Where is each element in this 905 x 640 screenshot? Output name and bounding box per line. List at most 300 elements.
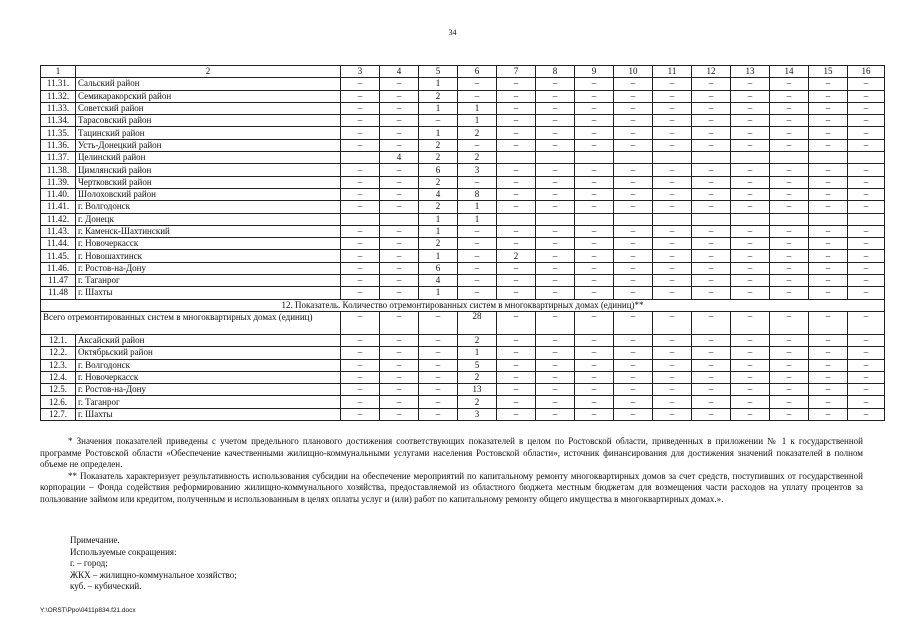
row-value: – xyxy=(653,201,692,213)
row-value: – xyxy=(692,250,731,262)
row-value: – xyxy=(341,275,380,287)
row-value: – xyxy=(809,287,848,299)
row-name: г. Шахты xyxy=(76,408,341,420)
column-number: 5 xyxy=(419,66,458,78)
row-value: – xyxy=(848,396,885,408)
row-value: – xyxy=(536,262,575,274)
row-value: – xyxy=(341,262,380,274)
table-row xyxy=(41,347,885,359)
row-value: – xyxy=(770,201,809,213)
row-value: – xyxy=(575,176,614,188)
row-value: – xyxy=(770,164,809,176)
row-number: 11.47 xyxy=(41,275,76,287)
row-value: – xyxy=(497,347,536,359)
row-value: – xyxy=(848,334,885,346)
row-value: – xyxy=(848,127,885,139)
column-number: 11 xyxy=(653,66,692,78)
row-value: – xyxy=(614,225,653,237)
row-value: – xyxy=(770,334,809,346)
total-row-value: – xyxy=(809,311,848,334)
row-value: 6 xyxy=(419,262,458,274)
row-value: – xyxy=(653,250,692,262)
row-value: – xyxy=(809,384,848,396)
row-value: – xyxy=(692,201,731,213)
row-value: – xyxy=(731,371,770,383)
row-name: Октябрьский район xyxy=(76,347,341,359)
row-value: – xyxy=(341,115,380,127)
row-value: – xyxy=(380,371,419,383)
row-value: – xyxy=(380,262,419,274)
row-value: 2 xyxy=(458,152,497,164)
row-value: – xyxy=(731,115,770,127)
row-value: – xyxy=(692,384,731,396)
row-name: Чертковский район xyxy=(76,176,341,188)
row-value: – xyxy=(614,238,653,250)
row-value: – xyxy=(536,408,575,420)
row-number: 11.31. xyxy=(41,78,76,90)
row-name: Шолоховский район xyxy=(76,188,341,200)
table-row xyxy=(41,384,885,396)
row-value: – xyxy=(380,275,419,287)
table-row xyxy=(41,225,885,237)
row-value: – xyxy=(770,238,809,250)
row-value: – xyxy=(731,287,770,299)
footnotes xyxy=(40,436,863,506)
row-value: – xyxy=(536,90,575,102)
footnote-2: ** Показатель характеризует результативность использования субсидии на обеспечение мероприятий по капитальному ремонту многоквартирных домов за счет средств, поступивших от государственной корпорации – Фонда содействия реформированию жилищно-коммунального хозяйства, предоставляемой из областного бюджета местным бюджетам для возмещения части расходов на уплату процентов за пользование займом или кредитом, полученным и использованным в целях оплаты услуг и (или) работ по капитальному ремонту общего имущества в многоквартирных домах.». xyxy=(40,470,863,504)
row-value: – xyxy=(575,127,614,139)
row-value: – xyxy=(497,396,536,408)
remark-block xyxy=(70,535,237,593)
row-number: 11.43. xyxy=(41,225,76,237)
row-value: – xyxy=(770,176,809,188)
row-value: – xyxy=(497,164,536,176)
row-value: – xyxy=(419,384,458,396)
table-row xyxy=(41,164,885,176)
row-number: 12.6. xyxy=(41,396,76,408)
row-value: – xyxy=(692,102,731,114)
row-value: – xyxy=(458,139,497,151)
row-value: – xyxy=(458,238,497,250)
row-value: – xyxy=(653,262,692,274)
row-value: – xyxy=(614,359,653,371)
row-value: – xyxy=(614,176,653,188)
row-value: – xyxy=(692,371,731,383)
row-value: 1 xyxy=(419,127,458,139)
row-value: – xyxy=(653,176,692,188)
row-value: – xyxy=(848,201,885,213)
table-row xyxy=(41,396,885,408)
row-value: – xyxy=(536,102,575,114)
column-number: 10 xyxy=(614,66,653,78)
row-value xyxy=(848,213,885,225)
row-value xyxy=(380,213,419,225)
row-value xyxy=(809,152,848,164)
table-row xyxy=(41,334,885,346)
column-number: 7 xyxy=(497,66,536,78)
row-value: – xyxy=(380,188,419,200)
table-row xyxy=(41,371,885,383)
row-value xyxy=(653,213,692,225)
row-value: – xyxy=(692,90,731,102)
row-value: – xyxy=(770,102,809,114)
row-value: – xyxy=(419,334,458,346)
row-value: – xyxy=(809,334,848,346)
row-value: – xyxy=(458,225,497,237)
table-row xyxy=(41,127,885,139)
row-value: 13 xyxy=(458,384,497,396)
total-row-value: – xyxy=(419,311,458,334)
row-value: – xyxy=(614,396,653,408)
row-value: – xyxy=(692,188,731,200)
row-value xyxy=(536,152,575,164)
column-number: 13 xyxy=(731,66,770,78)
row-value: – xyxy=(341,78,380,90)
row-value xyxy=(614,213,653,225)
row-value: – xyxy=(380,225,419,237)
row-value: – xyxy=(731,139,770,151)
row-value: – xyxy=(341,408,380,420)
row-value: – xyxy=(770,408,809,420)
row-value: – xyxy=(809,371,848,383)
row-value: – xyxy=(809,164,848,176)
row-value: – xyxy=(419,371,458,383)
row-value: – xyxy=(809,408,848,420)
row-value: – xyxy=(692,176,731,188)
row-value: – xyxy=(692,139,731,151)
row-value: – xyxy=(770,250,809,262)
row-value: – xyxy=(692,238,731,250)
row-value: – xyxy=(770,347,809,359)
row-value: – xyxy=(614,164,653,176)
row-value: – xyxy=(536,396,575,408)
row-value: – xyxy=(731,176,770,188)
row-value: – xyxy=(458,287,497,299)
row-value: 3 xyxy=(458,164,497,176)
row-value: – xyxy=(848,347,885,359)
row-number: 12.7. xyxy=(41,408,76,420)
row-value: – xyxy=(731,262,770,274)
row-value: – xyxy=(770,371,809,383)
row-name: г. Каменск-Шахтинский xyxy=(76,225,341,237)
row-value: – xyxy=(536,78,575,90)
row-value: – xyxy=(380,347,419,359)
row-value xyxy=(848,152,885,164)
indicators-table xyxy=(40,65,885,421)
table-row xyxy=(41,139,885,151)
row-value: – xyxy=(770,275,809,287)
row-value: – xyxy=(731,102,770,114)
row-number: 11.32. xyxy=(41,90,76,102)
column-number: 8 xyxy=(536,66,575,78)
row-value: 4 xyxy=(380,152,419,164)
row-value: – xyxy=(770,396,809,408)
row-value: – xyxy=(497,188,536,200)
row-value: – xyxy=(614,139,653,151)
row-number: 11.46. xyxy=(41,262,76,274)
row-value: – xyxy=(809,127,848,139)
column-number: 15 xyxy=(809,66,848,78)
row-value: – xyxy=(341,334,380,346)
row-value: – xyxy=(497,201,536,213)
row-value: – xyxy=(770,90,809,102)
row-value: – xyxy=(731,238,770,250)
table-row xyxy=(41,262,885,274)
remark-abbrev-heading: Используемые сокращения: xyxy=(70,546,177,557)
row-value xyxy=(497,152,536,164)
row-value: – xyxy=(458,90,497,102)
row-value: – xyxy=(731,359,770,371)
row-value: – xyxy=(848,176,885,188)
row-value: – xyxy=(575,102,614,114)
remark-abbrev-zhkh: ЖКХ – жилищно-коммунальное хозяйство; xyxy=(70,569,237,580)
row-value: 1 xyxy=(419,225,458,237)
row-value: – xyxy=(848,371,885,383)
row-number: 11.38. xyxy=(41,164,76,176)
row-value: – xyxy=(614,262,653,274)
row-value: – xyxy=(731,78,770,90)
row-value: – xyxy=(809,225,848,237)
row-value: – xyxy=(731,250,770,262)
row-value: 2 xyxy=(458,127,497,139)
row-value: – xyxy=(380,250,419,262)
row-value xyxy=(341,152,380,164)
remark-abbrev-kub: куб. – кубический. xyxy=(70,581,142,592)
row-number: 11.37. xyxy=(41,152,76,164)
row-number: 12.5. xyxy=(41,384,76,396)
row-value: – xyxy=(731,164,770,176)
row-value: – xyxy=(575,347,614,359)
row-value xyxy=(653,152,692,164)
total-row-value: – xyxy=(731,311,770,334)
column-number: 6 xyxy=(458,66,497,78)
row-value: – xyxy=(419,408,458,420)
row-value: – xyxy=(770,78,809,90)
row-value: – xyxy=(770,188,809,200)
column-number: 12 xyxy=(692,66,731,78)
row-value: – xyxy=(809,102,848,114)
row-value: – xyxy=(770,139,809,151)
row-value: – xyxy=(536,127,575,139)
total-row-value: 28 xyxy=(458,311,497,334)
row-value: – xyxy=(341,164,380,176)
row-value: – xyxy=(809,262,848,274)
row-value: – xyxy=(341,396,380,408)
row-value: – xyxy=(341,90,380,102)
row-value: – xyxy=(575,371,614,383)
row-value: – xyxy=(731,396,770,408)
row-value: – xyxy=(848,238,885,250)
total-row-value: – xyxy=(380,311,419,334)
row-value: – xyxy=(497,225,536,237)
total-row-value: – xyxy=(692,311,731,334)
row-value: – xyxy=(614,201,653,213)
row-value: – xyxy=(614,250,653,262)
row-value: – xyxy=(614,384,653,396)
row-value: – xyxy=(341,287,380,299)
row-value: – xyxy=(770,262,809,274)
row-value: – xyxy=(770,384,809,396)
row-value: – xyxy=(536,139,575,151)
row-value: – xyxy=(614,275,653,287)
row-value: – xyxy=(809,396,848,408)
row-value: – xyxy=(809,78,848,90)
row-value: 1 xyxy=(458,115,497,127)
row-value: – xyxy=(497,102,536,114)
row-value xyxy=(809,213,848,225)
total-row-value: – xyxy=(653,311,692,334)
row-value xyxy=(575,213,614,225)
row-value: – xyxy=(380,408,419,420)
row-value: – xyxy=(380,396,419,408)
table-header-row xyxy=(41,66,885,78)
row-value: – xyxy=(731,334,770,346)
row-name: г. Волгодонск xyxy=(76,201,341,213)
remark-title: Примечание. xyxy=(70,535,120,545)
row-value: – xyxy=(341,225,380,237)
column-number: 16 xyxy=(848,66,885,78)
row-number: 11.48 xyxy=(41,287,76,299)
row-value: – xyxy=(575,164,614,176)
row-value: – xyxy=(848,90,885,102)
row-value: – xyxy=(536,188,575,200)
row-value: 1 xyxy=(458,213,497,225)
row-value: – xyxy=(341,250,380,262)
row-value xyxy=(575,152,614,164)
row-number: 11.42. xyxy=(41,213,76,225)
row-value xyxy=(497,213,536,225)
row-number: 12.4. xyxy=(41,371,76,383)
row-value: – xyxy=(575,359,614,371)
row-value: – xyxy=(692,78,731,90)
row-value: – xyxy=(770,359,809,371)
row-value xyxy=(692,152,731,164)
row-name: Советский район xyxy=(76,102,341,114)
row-value: – xyxy=(536,384,575,396)
row-value: – xyxy=(692,262,731,274)
row-value: 2 xyxy=(497,250,536,262)
row-value: 2 xyxy=(419,201,458,213)
row-value xyxy=(770,213,809,225)
row-value: – xyxy=(653,396,692,408)
row-value: – xyxy=(731,225,770,237)
row-value: – xyxy=(497,359,536,371)
row-value: – xyxy=(536,164,575,176)
row-value: – xyxy=(458,176,497,188)
row-value: – xyxy=(497,78,536,90)
row-value: – xyxy=(848,78,885,90)
row-value: – xyxy=(848,250,885,262)
row-value: – xyxy=(653,347,692,359)
row-value: – xyxy=(575,90,614,102)
row-value: 6 xyxy=(419,164,458,176)
row-value: – xyxy=(497,90,536,102)
column-number: 2 xyxy=(76,66,341,78)
row-value: – xyxy=(575,334,614,346)
total-row-value: – xyxy=(770,311,809,334)
row-value: – xyxy=(380,384,419,396)
row-value: – xyxy=(536,238,575,250)
row-value: – xyxy=(341,127,380,139)
row-value: – xyxy=(497,371,536,383)
row-value: – xyxy=(731,90,770,102)
row-value: – xyxy=(575,250,614,262)
row-value: – xyxy=(653,238,692,250)
row-number: 12.2. xyxy=(41,347,76,359)
row-value: – xyxy=(497,287,536,299)
row-value: 1 xyxy=(458,102,497,114)
row-value: – xyxy=(575,408,614,420)
total-row-name: Всего отремонтированных систем в многоквартирных домах (единиц) xyxy=(41,311,341,334)
row-value: – xyxy=(809,250,848,262)
row-value: – xyxy=(731,201,770,213)
row-number: 11.40. xyxy=(41,188,76,200)
row-value: – xyxy=(419,396,458,408)
total-row-value: – xyxy=(341,311,380,334)
row-value: – xyxy=(536,201,575,213)
row-value: – xyxy=(653,275,692,287)
row-value: – xyxy=(770,287,809,299)
table-row xyxy=(41,250,885,262)
row-value: 2 xyxy=(419,176,458,188)
row-value: – xyxy=(653,287,692,299)
row-value: – xyxy=(380,359,419,371)
page-number: 34 xyxy=(448,28,457,37)
row-value: – xyxy=(809,139,848,151)
row-value: – xyxy=(653,371,692,383)
row-value: – xyxy=(380,287,419,299)
row-value: – xyxy=(692,359,731,371)
row-value: – xyxy=(731,127,770,139)
row-number: 11.39. xyxy=(41,176,76,188)
row-value: – xyxy=(848,188,885,200)
column-number: 1 xyxy=(41,66,76,78)
row-value: – xyxy=(536,347,575,359)
row-value: – xyxy=(614,408,653,420)
row-value: – xyxy=(614,127,653,139)
table-row xyxy=(41,201,885,213)
row-value: 5 xyxy=(458,359,497,371)
row-value: – xyxy=(419,347,458,359)
row-value: – xyxy=(653,78,692,90)
row-value xyxy=(731,152,770,164)
row-value: – xyxy=(419,115,458,127)
row-value: – xyxy=(575,396,614,408)
row-name: г. Новочеркасск xyxy=(76,238,341,250)
row-value: 1 xyxy=(458,201,497,213)
row-value: – xyxy=(458,275,497,287)
row-value: – xyxy=(536,225,575,237)
row-value: 2 xyxy=(458,371,497,383)
row-value: – xyxy=(380,139,419,151)
row-value xyxy=(731,213,770,225)
row-value: – xyxy=(809,90,848,102)
total-row-value: – xyxy=(575,311,614,334)
row-value: – xyxy=(692,275,731,287)
row-value: – xyxy=(770,115,809,127)
row-name: Семикаракорский район xyxy=(76,90,341,102)
row-value: – xyxy=(536,287,575,299)
row-value: 2 xyxy=(419,90,458,102)
row-value: – xyxy=(536,334,575,346)
row-value: – xyxy=(653,225,692,237)
row-value: – xyxy=(497,176,536,188)
row-value: – xyxy=(809,275,848,287)
row-value: – xyxy=(614,90,653,102)
table-row xyxy=(41,238,885,250)
row-value: 1 xyxy=(458,347,497,359)
row-value: – xyxy=(614,115,653,127)
